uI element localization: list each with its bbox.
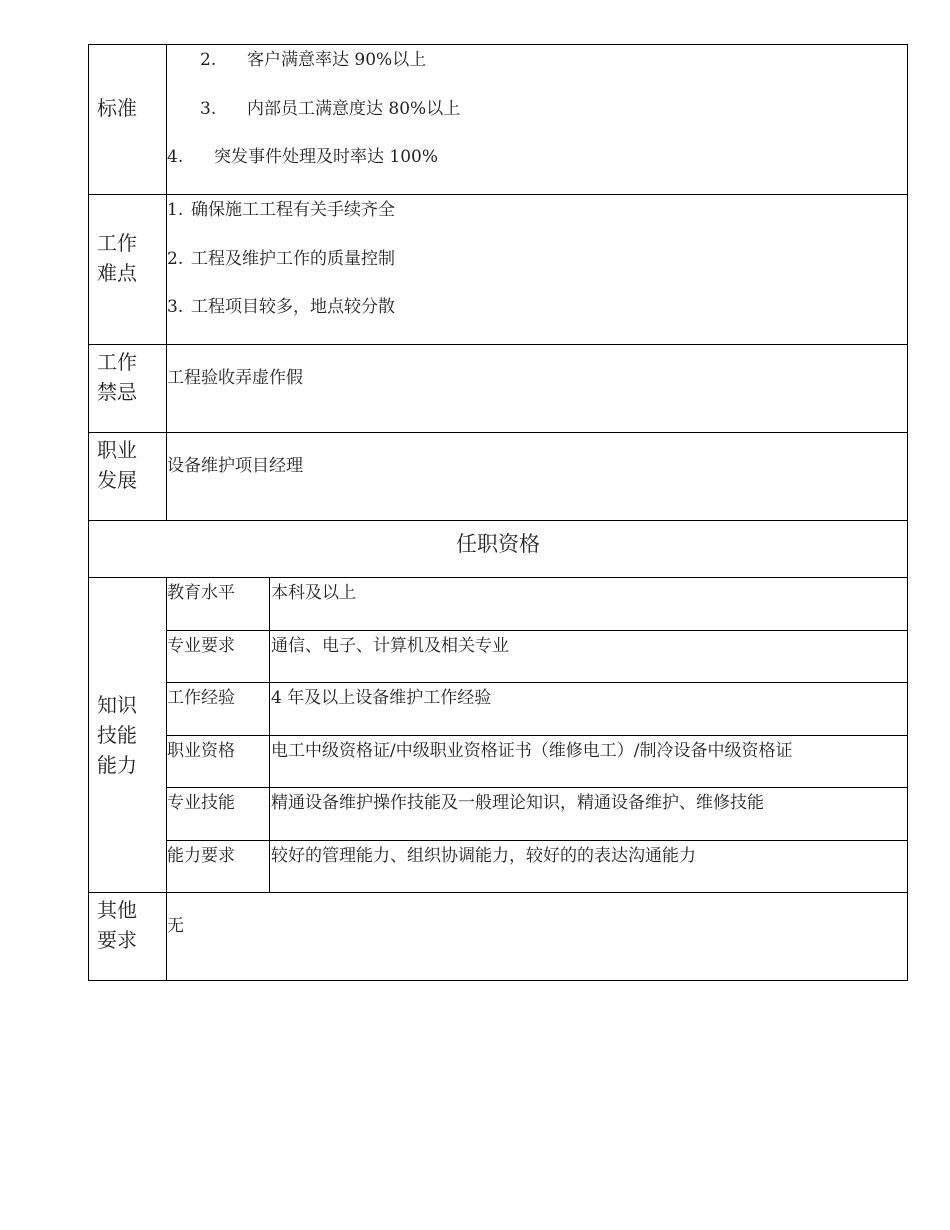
list-item-number: 4.	[167, 147, 184, 167]
knowledge-label-line-1: 知识	[97, 693, 137, 717]
other-label-line-2: 要求	[97, 928, 137, 952]
knowledge-label-line-2: 技能	[97, 723, 137, 747]
list-item-number: 2.	[200, 50, 217, 70]
section-title: 任职资格	[89, 521, 908, 578]
difficulty-content	[167, 195, 908, 345]
standard-label-text: 标准	[97, 96, 137, 120]
other-text: 无	[167, 916, 184, 936]
certification-label: 职业资格	[167, 735, 270, 788]
taboo-label-line-2: 禁忌	[97, 380, 137, 404]
list-item	[167, 195, 907, 244]
taboo-label-line-1: 工作	[97, 350, 137, 374]
other-content	[167, 893, 908, 981]
qualification-title-row	[89, 521, 908, 578]
ability-value: 较好的管理能力、组织协调能力，较好的的表达沟通能力	[270, 840, 908, 893]
career-label	[89, 433, 167, 521]
list-item-number: 2.	[167, 248, 184, 269]
knowledge-label	[89, 578, 167, 893]
difficulty-row	[89, 195, 908, 345]
taboo-row	[89, 345, 908, 433]
list-item	[167, 45, 907, 94]
table-row	[89, 788, 908, 841]
career-label-line-1: 职业	[97, 438, 137, 462]
list-item-text: 确保施工工程有关手续齐全	[191, 200, 395, 220]
standard-row	[89, 45, 908, 195]
difficulty-label	[89, 195, 167, 345]
list-item-text: 工程项目较多，地点较分散	[191, 297, 395, 317]
list-item-number: 1.	[167, 200, 184, 220]
list-item-text: 工程及维护工作的质量控制	[191, 248, 395, 269]
career-content	[167, 433, 908, 521]
list-item-text: 内部员工满意度达 80%以上	[247, 98, 461, 119]
list-item-text: 突发事件处理及时率达 100%	[214, 147, 439, 167]
list-item	[167, 142, 907, 191]
certification-value: 电工中级资格证/中级职业资格证书（维修电工）/制冷设备中级资格证	[270, 735, 908, 788]
table-row	[89, 630, 908, 683]
standard-label	[89, 45, 167, 195]
table-row	[89, 840, 908, 893]
list-item	[167, 292, 907, 341]
career-label-line-2: 发展	[97, 468, 137, 492]
major-value: 通信、电子、计算机及相关专业	[270, 630, 908, 683]
list-item	[167, 94, 907, 143]
experience-label: 工作经验	[167, 683, 270, 736]
list-item	[167, 244, 907, 293]
other-label	[89, 893, 167, 981]
table-row	[89, 735, 908, 788]
taboo-text: 工程验收弄虚作假	[167, 368, 303, 388]
education-label: 教育水平	[167, 578, 270, 631]
ability-label: 能力要求	[167, 840, 270, 893]
table-row	[89, 683, 908, 736]
difficulty-label-line-2: 难点	[97, 261, 137, 285]
skill-label: 专业技能	[167, 788, 270, 841]
knowledge-label-line-3: 能力	[97, 753, 137, 777]
other-row	[89, 893, 908, 981]
list-item-number: 3.	[200, 98, 217, 119]
career-text: 设备维护项目经理	[167, 456, 303, 476]
career-row	[89, 433, 908, 521]
job-description-table	[88, 44, 908, 981]
major-label: 专业要求	[167, 630, 270, 683]
education-value: 本科及以上	[270, 578, 908, 631]
other-label-line-1: 其他	[97, 898, 137, 922]
experience-value: 4 年及以上设备维护工作经验	[270, 683, 908, 736]
taboo-label	[89, 345, 167, 433]
difficulty-label-line-1: 工作	[97, 231, 137, 255]
skill-value: 精通设备维护操作技能及一般理论知识，精通设备维护、维修技能	[270, 788, 908, 841]
taboo-content	[167, 345, 908, 433]
list-item-number: 3.	[167, 297, 184, 317]
list-item-text: 客户满意率达 90%以上	[247, 50, 427, 70]
table-row	[89, 578, 908, 631]
standard-content	[167, 45, 908, 195]
